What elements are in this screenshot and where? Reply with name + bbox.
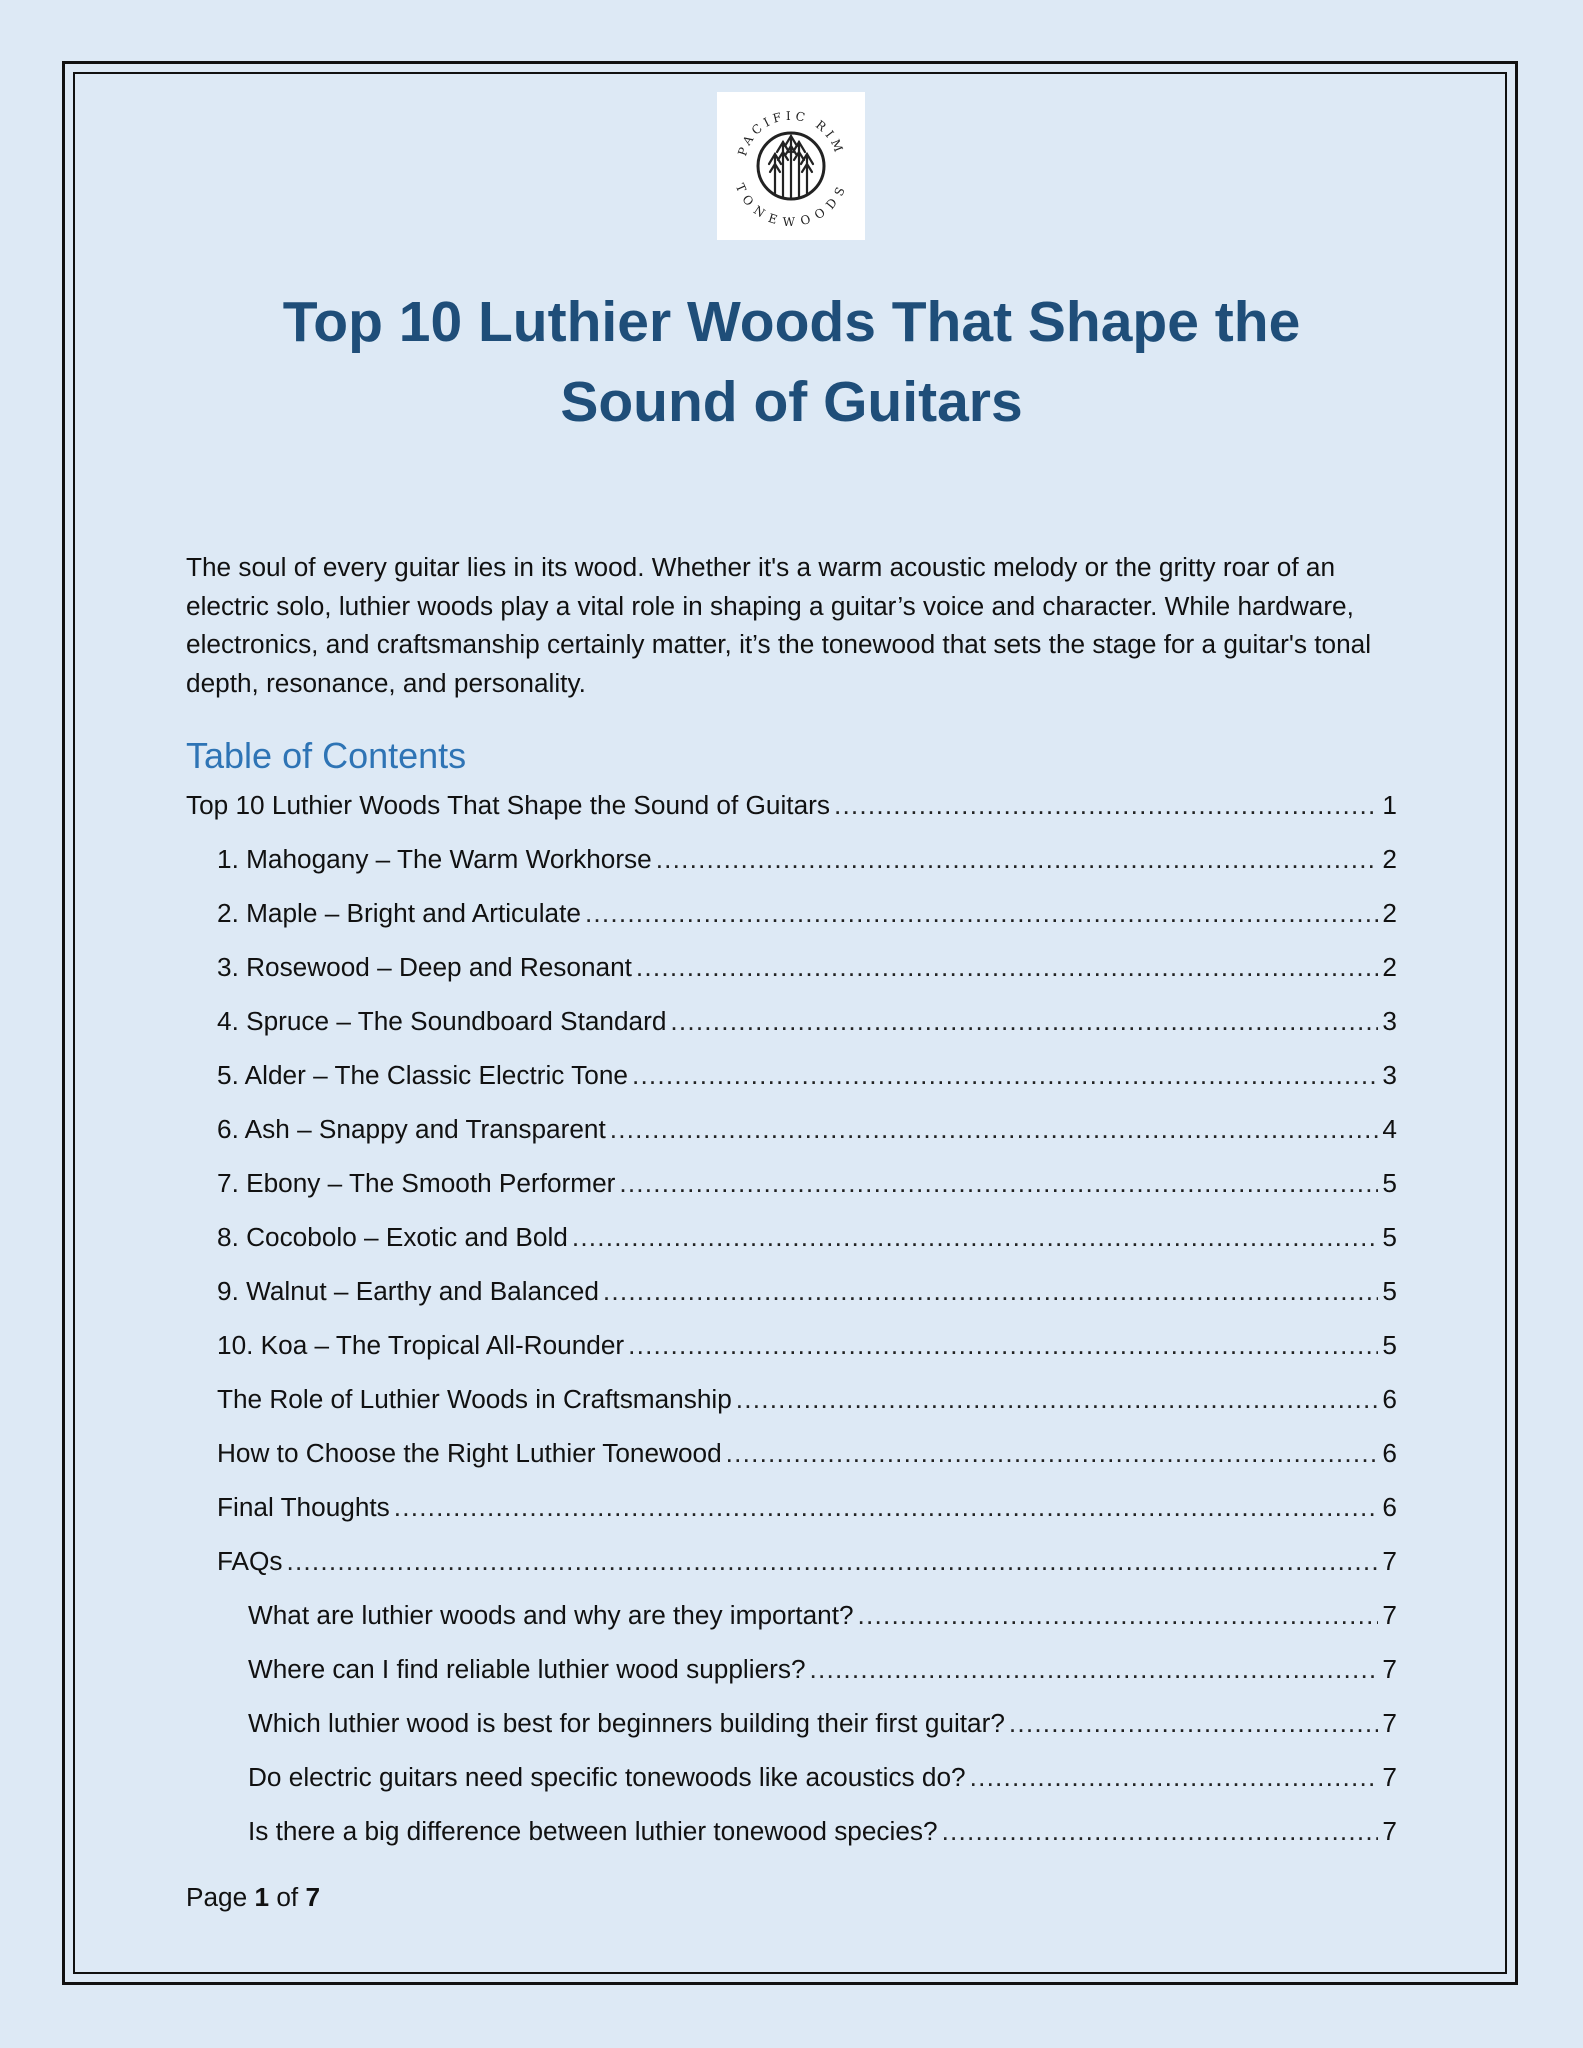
toc-dot-leader xyxy=(834,788,1378,822)
toc-dot-leader xyxy=(286,1544,1378,1578)
toc-dot-leader xyxy=(656,842,1379,876)
toc-dot-leader xyxy=(736,1382,1379,1416)
toc-entry-how-to-choose[interactable] xyxy=(186,1430,1397,1470)
toc-dot-leader xyxy=(726,1436,1379,1470)
toc-page-number: 7 xyxy=(1382,1600,1397,1630)
toc-entry-text: 3. Rosewood – Deep and Resonant xyxy=(217,952,632,982)
toc-dot-leader xyxy=(858,1598,1379,1632)
toc-entry-text: Is there a big difference between luthier tonewood species? xyxy=(248,1816,938,1846)
toc-page-number: 7 xyxy=(1382,1708,1397,1738)
toc-entry-text: Top 10 Luthier Woods That Shape the Sound of Guitars xyxy=(186,790,830,820)
footer-total-pages: 7 xyxy=(305,1882,321,1912)
toc-page-number: 7 xyxy=(1382,1546,1397,1576)
intro-paragraph: The soul of every guitar lies in its wood. Whether it's a warm acoustic melody or the gritty roar of an electric solo, luthier woods play a vital role in shaping a guitar’s voice and character. While hardware, electronics, and craftsmanship certainly matter, it’s the tonewood that sets the stage for a guitar's tonal depth, resonance, and personality. xyxy=(186,552,1372,698)
toc-entry-rosewood[interactable] xyxy=(186,944,1397,984)
toc-entry-text: Final Thoughts xyxy=(217,1492,390,1522)
toc-dot-leader xyxy=(619,1166,1378,1200)
toc-entry-text: 7. Ebony – The Smooth Performer xyxy=(217,1168,616,1198)
toc-dot-leader xyxy=(572,1220,1379,1254)
toc-dot-leader xyxy=(610,1112,1379,1146)
toc-entry-text: What are luthier woods and why are they important? xyxy=(248,1600,854,1630)
toc-dot-leader xyxy=(970,1760,1379,1794)
page-footer xyxy=(186,1880,320,1914)
toc-page-number: 1 xyxy=(1382,790,1397,820)
toc-entry-faq-difference[interactable] xyxy=(186,1808,1397,1848)
toc-entry-faq-what-are[interactable] xyxy=(186,1592,1397,1632)
toc-page-number: 7 xyxy=(1382,1762,1397,1792)
toc-page-number: 5 xyxy=(1382,1330,1397,1360)
toc-dot-leader xyxy=(628,1328,1378,1362)
footer-current-page: 1 xyxy=(254,1882,270,1912)
toc-entry-text: Which luthier wood is best for beginners building their first guitar? xyxy=(248,1708,1005,1738)
toc-dot-leader xyxy=(603,1274,1379,1308)
toc-entry-text: 6. Ash – Snappy and Transparent xyxy=(217,1114,606,1144)
toc-dot-leader xyxy=(942,1814,1379,1848)
toc-entry-alder[interactable] xyxy=(186,1052,1397,1092)
toc-page-number: 2 xyxy=(1382,952,1397,982)
toc-entry-text: 2. Maple – Bright and Articulate xyxy=(217,898,581,928)
toc-dot-leader xyxy=(632,1058,1378,1092)
toc-page-number: 6 xyxy=(1382,1438,1397,1468)
toc-page-number: 5 xyxy=(1382,1222,1397,1252)
toc-page-number: 2 xyxy=(1382,844,1397,874)
toc-entry-walnut[interactable] xyxy=(186,1268,1397,1308)
toc-entry-faq-where-find[interactable] xyxy=(186,1646,1397,1686)
toc-entry-text: The Role of Luthier Woods in Craftsmanship xyxy=(217,1384,732,1414)
toc-entry-title[interactable] xyxy=(186,782,1397,822)
toc-entry-faqs[interactable] xyxy=(186,1538,1397,1578)
toc-entry-text: 5. Alder – The Classic Electric Tone xyxy=(217,1060,628,1090)
toc-entry-cocobolo[interactable] xyxy=(186,1214,1397,1254)
toc-entry-text: 9. Walnut – Earthy and Balanced xyxy=(217,1276,599,1306)
toc-page-number: 5 xyxy=(1382,1276,1397,1306)
toc-page-number: 3 xyxy=(1382,1006,1397,1036)
toc-entry-faq-electric[interactable] xyxy=(186,1754,1397,1794)
document-title xyxy=(186,282,1397,442)
toc-page-number: 4 xyxy=(1382,1114,1397,1144)
toc-dot-leader xyxy=(670,1004,1378,1038)
toc-entry-spruce[interactable] xyxy=(186,998,1397,1038)
toc-entry-text: How to Choose the Right Luthier Tonewood xyxy=(217,1438,722,1468)
toc-entry-text: Where can I find reliable luthier wood suppliers? xyxy=(248,1654,806,1684)
toc-entry-faq-beginners[interactable] xyxy=(186,1700,1397,1740)
toc-page-number: 2 xyxy=(1382,898,1397,928)
toc-entry-role-of-woods[interactable] xyxy=(186,1376,1397,1416)
toc-dot-leader xyxy=(394,1490,1379,1524)
svg-text:PACIFIC RIM: PACIFIC RIM xyxy=(735,108,847,158)
toc-heading: Table of Contents xyxy=(186,735,467,776)
toc-page-number: 5 xyxy=(1382,1168,1397,1198)
title-line-1: Top 10 Luthier Woods That Shape the xyxy=(282,290,1301,354)
toc-entry-ash[interactable] xyxy=(186,1106,1397,1146)
toc-dot-leader xyxy=(636,950,1379,984)
toc-page-number: 7 xyxy=(1382,1654,1397,1684)
toc-entry-final-thoughts[interactable] xyxy=(186,1484,1397,1524)
toc-page-number: 6 xyxy=(1382,1492,1397,1522)
svg-text:TONEWOODS: TONEWOODS xyxy=(732,181,850,230)
toc-entry-ebony[interactable] xyxy=(186,1160,1397,1200)
toc-dot-leader xyxy=(1009,1706,1379,1740)
toc-dot-leader xyxy=(585,896,1378,930)
toc-entry-mahogany[interactable] xyxy=(186,836,1397,876)
toc-page-number: 6 xyxy=(1382,1384,1397,1414)
toc-entry-maple[interactable] xyxy=(186,890,1397,930)
toc-page-number: 3 xyxy=(1382,1060,1397,1090)
toc-page-number: 7 xyxy=(1382,1816,1397,1846)
toc-entry-text: 4. Spruce – The Soundboard Standard xyxy=(217,1006,667,1036)
toc-entry-text: Do electric guitars need specific tonewoods like acoustics do? xyxy=(248,1762,966,1792)
toc-entry-text: 8. Cocobolo – Exotic and Bold xyxy=(217,1222,568,1252)
toc-entry-text: FAQs xyxy=(217,1546,283,1576)
toc-dot-leader xyxy=(810,1652,1379,1686)
toc-entry-text: 10. Koa – The Tropical All-Rounder xyxy=(217,1330,625,1360)
footer-of-label: of xyxy=(276,1882,299,1912)
toc-entry-koa[interactable] xyxy=(186,1322,1397,1362)
title-line-2: Sound of Guitars xyxy=(560,370,1023,434)
footer-page-label: Page xyxy=(186,1882,248,1912)
toc-entry-text: 1. Mahogany – The Warm Workhorse xyxy=(217,844,652,874)
pacific-rim-tonewoods-logo xyxy=(717,92,865,240)
